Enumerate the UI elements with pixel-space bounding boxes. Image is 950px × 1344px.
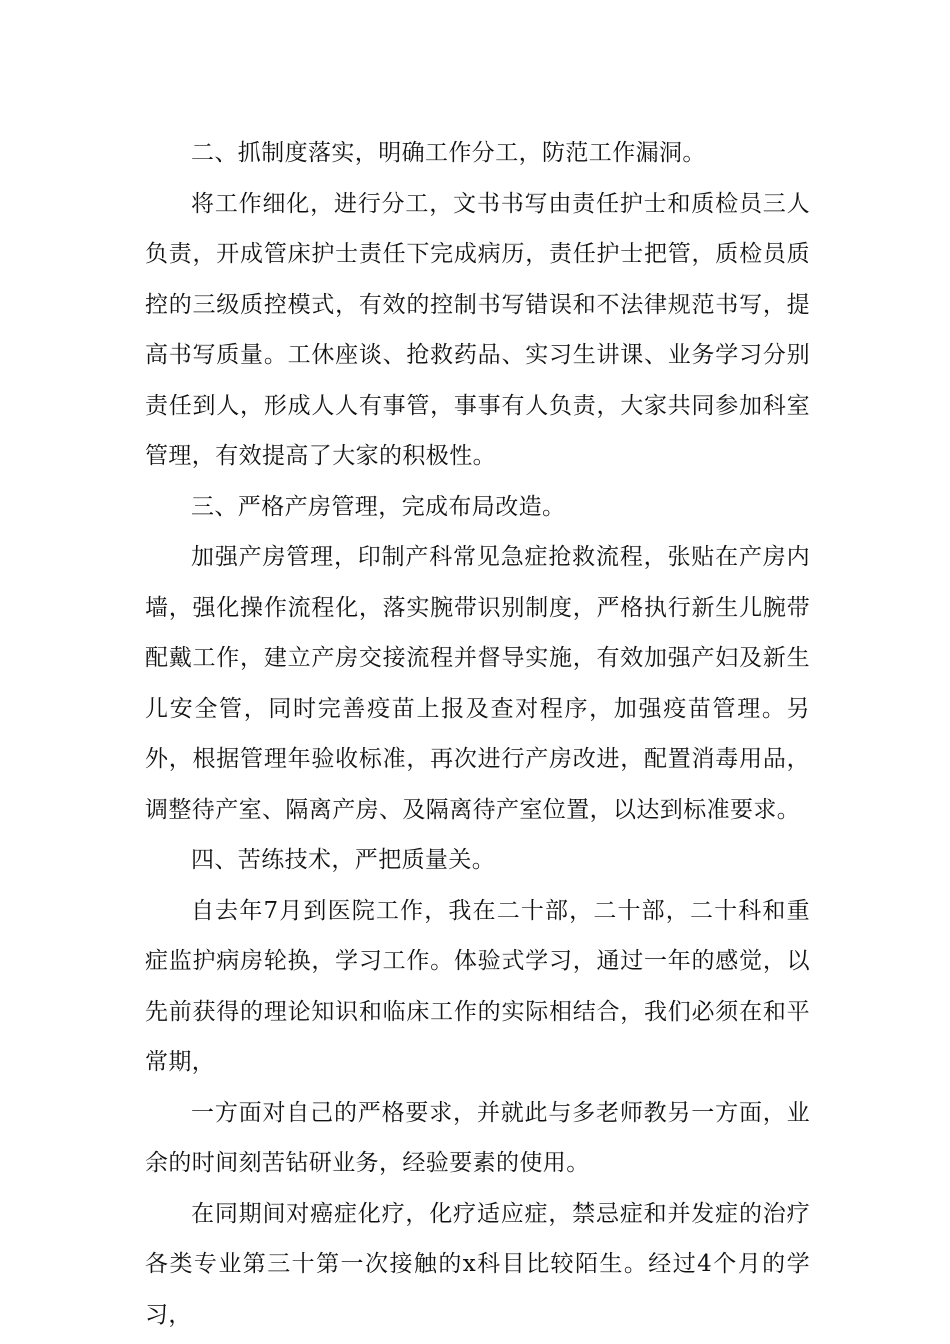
paragraph-rotation-study: 自去年7月到医院工作，我在二十部，二十部，二十科和重症监护病房轮换，学习工作。体验式学习，通过一年的感觉，以先前获得的理论知识和临床工作的实际相结合，我们必须在和平常期， — [145, 897, 810, 1075]
paragraph-chemotherapy-study: 在同期间对癌症化疗，化疗适应症，禁忌症和并发症的治疗各类专业第三十第一次接触的x科目比较陌生。经过4个月的学习， — [145, 1200, 810, 1328]
paragraph-self-requirements: 一方面对自己的严格要求，并就此与多老师教另一方面，业余的时间刻苦钻研业务，经验要素的使用。 — [145, 1099, 810, 1176]
paragraph-delivery-room-management: 加强产房管理，印制产科常见急症抢救流程，张贴在产房内墙，强化操作流程化，落实腕带识别制度，严格执行新生儿腕带配戴工作，建立产房交接流程并督导实施，有效加强产妇及新生儿安全管，同时完善疫苗上报及查对程序，加强疫苗管理。另外，根据管理年验收标准，再次进行产房改进，配置消毒用品，调整待产室、隔离产房、及隔离待产室位置，以达到标准要求。 — [145, 544, 810, 823]
section-heading-3: 三、严格产房管理，完成布局改造。 — [191, 493, 566, 520]
section-heading-4: 四、苦练技术，严把质量关。 — [191, 847, 496, 873]
document-body — [145, 128, 810, 1340]
section-heading-2: 二、抓制度落实，明确工作分工，防范工作漏洞。 — [191, 140, 706, 166]
paragraph-division-of-work: 将工作细化，进行分工，文书书写由责任护士和质检员三人负责，开成管床护士责任下完成病历，责任护士把管，质检员质控的三级质控模式，有效的控制书写错误和不法律规范书写，提高书写质量。工休座谈、抢救药品、实习生讲课、业务学习分别责任到人，形成人人有事管，事事有人负责，大家共同参加科室管理，有效提高了大家的积极性。 — [145, 190, 810, 469]
